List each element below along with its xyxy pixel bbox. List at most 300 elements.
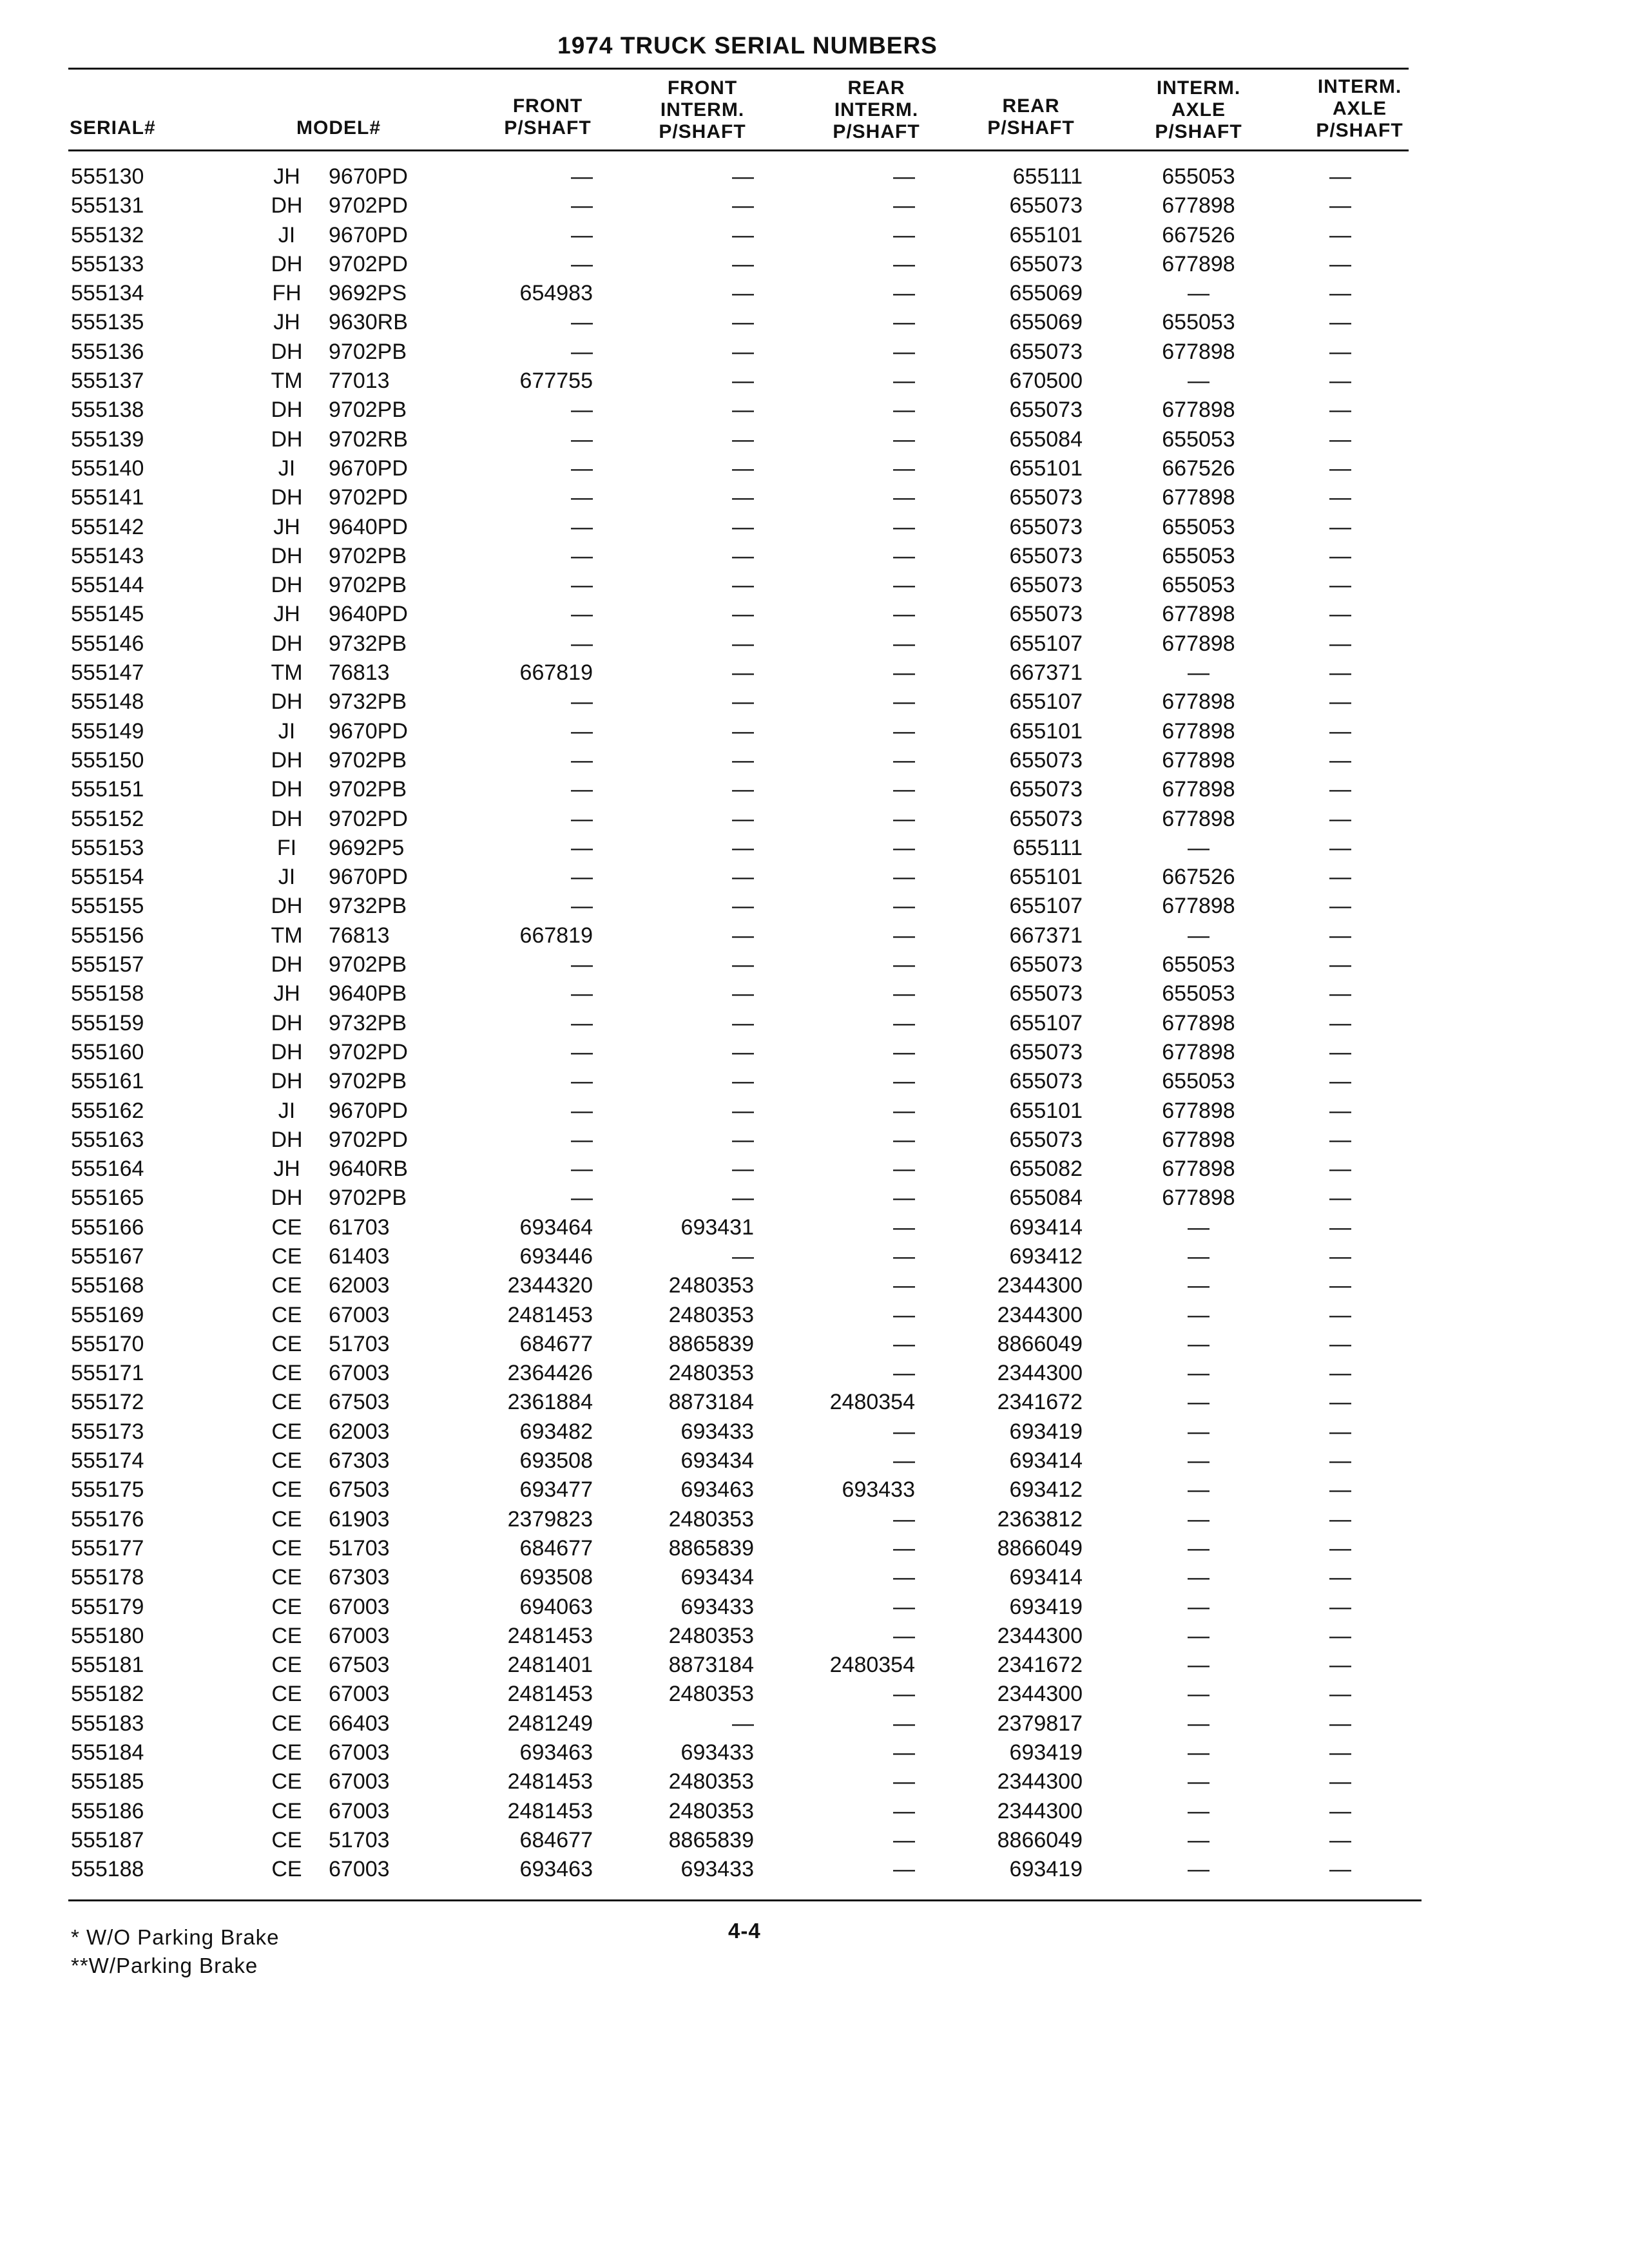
- front-interm-pshaft-cell: —: [732, 923, 754, 948]
- front-pshaft-cell: —: [571, 1157, 593, 1182]
- front-interm-pshaft-cell: 693433: [680, 1740, 754, 1765]
- model-number-cell: 9702PD: [329, 193, 408, 218]
- table-row: [0, 1009, 1629, 1038]
- rear-interm-pshaft-cell: —: [893, 1331, 915, 1356]
- model-code-cell: DH: [271, 806, 303, 831]
- interm-axle-pshaft-cell: 655053: [1162, 514, 1235, 539]
- footnote-with-brake: **W/Parking Brake: [71, 1954, 258, 1977]
- interm-axle-pshaft-2-cell: —: [1329, 543, 1351, 568]
- front-interm-pshaft-cell: 2480353: [668, 1273, 754, 1298]
- rear-pshaft-cell: 655069: [1009, 281, 1083, 306]
- model-number-cell: 9670PD: [329, 1098, 408, 1123]
- front-interm-pshaft-cell: —: [732, 398, 754, 423]
- serial-cell: 555143: [71, 543, 144, 568]
- interm-axle-pshaft-2-cell: —: [1329, 1623, 1351, 1648]
- table-row: [0, 687, 1629, 716]
- interm-axle-pshaft-cell: —: [1188, 1390, 1210, 1415]
- table-row: [0, 863, 1629, 892]
- interm-axle-pshaft-2-cell: —: [1329, 164, 1351, 189]
- interm-axle-pshaft-cell: 677898: [1162, 485, 1235, 510]
- interm-axle-pshaft-2-cell: —: [1329, 806, 1351, 831]
- table-row: [0, 1826, 1629, 1855]
- front-interm-pshaft-cell: 2480353: [668, 1769, 754, 1794]
- model-code-cell: CE: [271, 1623, 302, 1648]
- interm-axle-pshaft-2-cell: —: [1329, 1827, 1351, 1852]
- interm-axle-pshaft-cell: —: [1188, 1565, 1210, 1590]
- table-row: [0, 775, 1629, 804]
- model-number-cell: 9640PD: [329, 602, 408, 627]
- interm-axle-pshaft-cell: 677898: [1162, 1157, 1235, 1182]
- rear-interm-pshaft-cell: —: [893, 1010, 915, 1035]
- rear-interm-pshaft-cell: —: [893, 1594, 915, 1619]
- table-row: [0, 191, 1629, 220]
- front-pshaft-cell: —: [571, 573, 593, 598]
- page-title: 1974 TRUCK SERIAL NUMBERS: [557, 32, 938, 59]
- rear-pshaft-cell: 8866049: [997, 1535, 1083, 1561]
- rear-pshaft-cell: 693419: [1009, 1740, 1083, 1765]
- model-number-cell: 9640PD: [329, 514, 408, 539]
- rear-pshaft-cell: 693412: [1009, 1244, 1083, 1269]
- model-code-cell: TM: [271, 369, 303, 394]
- table-row: [0, 221, 1629, 250]
- front-interm-pshaft-cell: 693433: [680, 1857, 754, 1882]
- rear-pshaft-cell: 693414: [1009, 1215, 1083, 1240]
- serial-cell: 555171: [71, 1361, 144, 1386]
- model-number-cell: 67503: [329, 1390, 390, 1415]
- model-code-cell: DH: [271, 398, 303, 423]
- front-pshaft-cell: —: [571, 193, 593, 218]
- rear-interm-pshaft-cell: —: [893, 835, 915, 860]
- header-rear-pshaft: REAR P/SHAFT: [987, 95, 1075, 139]
- front-pshaft-cell: —: [571, 865, 593, 890]
- interm-axle-pshaft-2-cell: —: [1329, 1186, 1351, 1211]
- table-row: [0, 1855, 1629, 1884]
- model-number-cell: 9702PB: [329, 573, 407, 598]
- interm-axle-pshaft-cell: —: [1188, 281, 1210, 306]
- rear-pshaft-cell: 655073: [1009, 251, 1083, 276]
- front-interm-pshaft-cell: —: [732, 193, 754, 218]
- interm-axle-pshaft-cell: 677898: [1162, 398, 1235, 423]
- serial-cell: 555176: [71, 1506, 144, 1532]
- interm-axle-pshaft-2-cell: —: [1329, 310, 1351, 335]
- serial-cell: 555138: [71, 398, 144, 423]
- interm-axle-pshaft-2-cell: —: [1329, 1682, 1351, 1707]
- rear-interm-pshaft-cell: —: [893, 1127, 915, 1152]
- model-code-cell: JH: [273, 514, 300, 539]
- model-number-cell: 9702PD: [329, 251, 408, 276]
- interm-axle-pshaft-2-cell: —: [1329, 1127, 1351, 1152]
- model-number-cell: 9702PB: [329, 543, 407, 568]
- interm-axle-pshaft-cell: 677898: [1162, 777, 1235, 802]
- model-code-cell: DH: [271, 1127, 303, 1152]
- model-code-cell: DH: [271, 543, 303, 568]
- interm-axle-pshaft-2-cell: —: [1329, 1594, 1351, 1619]
- interm-axle-pshaft-cell: —: [1188, 835, 1210, 860]
- rear-interm-pshaft-cell: —: [893, 718, 915, 744]
- table-row: [0, 454, 1629, 483]
- serial-cell: 555158: [71, 981, 144, 1006]
- model-number-cell: 9702PB: [329, 1069, 407, 1094]
- interm-axle-pshaft-2-cell: —: [1329, 1215, 1351, 1240]
- model-number-cell: 9702PB: [329, 777, 407, 802]
- front-interm-pshaft-cell: —: [732, 573, 754, 598]
- front-pshaft-cell: 2481453: [507, 1682, 593, 1707]
- table-row: [0, 162, 1629, 191]
- serial-cell: 555170: [71, 1331, 144, 1356]
- rear-pshaft-cell: 667371: [1009, 923, 1083, 948]
- rear-pshaft-cell: 8866049: [997, 1827, 1083, 1852]
- front-pshaft-cell: —: [571, 1069, 593, 1094]
- front-pshaft-cell: —: [571, 485, 593, 510]
- rear-interm-pshaft-cell: —: [893, 251, 915, 276]
- model-code-cell: CE: [271, 1857, 302, 1882]
- interm-axle-pshaft-2-cell: —: [1329, 777, 1351, 802]
- front-pshaft-cell: —: [571, 894, 593, 919]
- rear-pshaft-cell: 655111: [1012, 835, 1083, 860]
- rear-pshaft-cell: 655073: [1009, 485, 1083, 510]
- model-number-cell: 9640RB: [329, 1157, 408, 1182]
- rear-pshaft-cell: 655073: [1009, 514, 1083, 539]
- rear-pshaft-cell: 655073: [1009, 747, 1083, 773]
- front-pshaft-cell: 684677: [519, 1827, 593, 1852]
- serial-cell: 555160: [71, 1039, 144, 1064]
- rear-interm-pshaft-cell: —: [893, 310, 915, 335]
- front-interm-pshaft-cell: 8865839: [668, 1535, 754, 1561]
- table-row: [0, 805, 1629, 834]
- rear-interm-pshaft-cell: —: [893, 1273, 915, 1298]
- table-row: [0, 1593, 1629, 1622]
- footnote-without-brake: * W/O Parking Brake: [71, 1925, 280, 1949]
- interm-axle-pshaft-cell: —: [1188, 1769, 1210, 1794]
- interm-axle-pshaft-2-cell: —: [1329, 660, 1351, 686]
- table-row: [0, 571, 1629, 600]
- model-code-cell: FI: [276, 835, 297, 860]
- front-pshaft-cell: 2481401: [507, 1653, 593, 1678]
- interm-axle-pshaft-2-cell: —: [1329, 427, 1351, 452]
- table-row: [0, 250, 1629, 279]
- interm-axle-pshaft-2-cell: —: [1329, 514, 1351, 539]
- serial-cell: 555169: [71, 1302, 144, 1327]
- table-row: [0, 600, 1629, 629]
- interm-axle-pshaft-2-cell: —: [1329, 1244, 1351, 1269]
- rear-pshaft-cell: 655073: [1009, 602, 1083, 627]
- front-interm-pshaft-cell: 2480353: [668, 1361, 754, 1386]
- interm-axle-pshaft-cell: —: [1188, 1535, 1210, 1561]
- serial-cell: 555148: [71, 689, 144, 715]
- serial-cell: 555188: [71, 1857, 144, 1882]
- front-interm-pshaft-cell: —: [732, 718, 754, 744]
- front-pshaft-cell: —: [571, 456, 593, 481]
- header-top-rule: [68, 68, 1409, 70]
- model-number-cell: 9670PD: [329, 164, 408, 189]
- front-interm-pshaft-cell: 693434: [680, 1565, 754, 1590]
- serial-cell: 555163: [71, 1127, 144, 1152]
- interm-axle-pshaft-2-cell: —: [1329, 747, 1351, 773]
- interm-axle-pshaft-cell: 667526: [1162, 456, 1235, 481]
- front-pshaft-cell: —: [571, 543, 593, 568]
- front-interm-pshaft-cell: —: [732, 164, 754, 189]
- front-pshaft-cell: —: [571, 1010, 593, 1035]
- front-interm-pshaft-cell: 8865839: [668, 1827, 754, 1852]
- table-row: [0, 1651, 1629, 1680]
- front-pshaft-cell: —: [571, 1039, 593, 1064]
- interm-axle-pshaft-2-cell: —: [1329, 369, 1351, 394]
- table-row: [0, 396, 1629, 425]
- interm-axle-pshaft-cell: 655053: [1162, 952, 1235, 977]
- interm-axle-pshaft-cell: 677898: [1162, 251, 1235, 276]
- table-row: [0, 1126, 1629, 1155]
- front-interm-pshaft-cell: —: [732, 894, 754, 919]
- front-pshaft-cell: —: [571, 251, 593, 276]
- rear-interm-pshaft-cell: 693433: [842, 1477, 915, 1503]
- table-row: [0, 1563, 1629, 1592]
- interm-axle-pshaft-cell: 677898: [1162, 339, 1235, 364]
- interm-axle-pshaft-2-cell: —: [1329, 1361, 1351, 1386]
- model-code-cell: DH: [271, 1010, 303, 1035]
- interm-axle-pshaft-2-cell: —: [1329, 573, 1351, 598]
- interm-axle-pshaft-cell: 677898: [1162, 602, 1235, 627]
- front-interm-pshaft-cell: —: [732, 514, 754, 539]
- rear-pshaft-cell: 693414: [1009, 1448, 1083, 1474]
- front-interm-pshaft-cell: —: [732, 485, 754, 510]
- model-code-cell: DH: [271, 1069, 303, 1094]
- model-code-cell: CE: [271, 1419, 302, 1444]
- interm-axle-pshaft-2-cell: —: [1329, 1010, 1351, 1035]
- front-pshaft-cell: 2344320: [507, 1273, 593, 1298]
- model-code-cell: DH: [271, 193, 303, 218]
- front-interm-pshaft-cell: —: [732, 1010, 754, 1035]
- interm-axle-pshaft-cell: —: [1188, 1215, 1210, 1240]
- interm-axle-pshaft-2-cell: —: [1329, 1565, 1351, 1590]
- interm-axle-pshaft-2-cell: —: [1329, 1740, 1351, 1765]
- front-pshaft-cell: 2361884: [507, 1390, 593, 1415]
- serial-cell: 555141: [71, 485, 144, 510]
- table-row: [0, 1505, 1629, 1534]
- interm-axle-pshaft-cell: —: [1188, 1711, 1210, 1736]
- table-row: [0, 483, 1629, 512]
- model-number-cell: 62003: [329, 1273, 390, 1298]
- model-code-cell: DH: [271, 1039, 303, 1064]
- model-number-cell: 61703: [329, 1215, 390, 1240]
- table-row: [0, 1155, 1629, 1184]
- serial-cell: 555174: [71, 1448, 144, 1474]
- model-code-cell: CE: [271, 1682, 302, 1707]
- rear-pshaft-cell: 655101: [1009, 718, 1083, 744]
- model-number-cell: 66403: [329, 1711, 390, 1736]
- rear-interm-pshaft-cell: —: [893, 398, 915, 423]
- rear-interm-pshaft-cell: —: [893, 1039, 915, 1064]
- model-number-cell: 67003: [329, 1769, 390, 1794]
- rear-interm-pshaft-cell: —: [893, 631, 915, 656]
- serial-cell: 555147: [71, 660, 144, 686]
- model-number-cell: 9732PB: [329, 631, 407, 656]
- rear-interm-pshaft-cell: —: [893, 660, 915, 686]
- front-interm-pshaft-cell: —: [732, 369, 754, 394]
- rear-interm-pshaft-cell: —: [893, 1215, 915, 1240]
- rear-pshaft-cell: 693412: [1009, 1477, 1083, 1503]
- front-pshaft-cell: 694063: [519, 1594, 593, 1619]
- front-interm-pshaft-cell: —: [732, 456, 754, 481]
- model-number-cell: 9702PB: [329, 952, 407, 977]
- interm-axle-pshaft-cell: —: [1188, 1273, 1210, 1298]
- interm-axle-pshaft-cell: 677898: [1162, 1127, 1235, 1152]
- front-interm-pshaft-cell: 693463: [680, 1477, 754, 1503]
- model-number-cell: 76813: [329, 923, 390, 948]
- model-number-cell: 67503: [329, 1653, 390, 1678]
- interm-axle-pshaft-cell: —: [1188, 1827, 1210, 1852]
- model-code-cell: DH: [271, 427, 303, 452]
- rear-pshaft-cell: 2344300: [997, 1273, 1083, 1298]
- table-row: [0, 513, 1629, 542]
- interm-axle-pshaft-cell: 677898: [1162, 1098, 1235, 1123]
- model-number-cell: 9702PD: [329, 806, 408, 831]
- front-pshaft-cell: —: [571, 1127, 593, 1152]
- model-number-cell: 67303: [329, 1448, 390, 1474]
- interm-axle-pshaft-cell: 655053: [1162, 164, 1235, 189]
- model-code-cell: DH: [271, 777, 303, 802]
- serial-cell: 555154: [71, 865, 144, 890]
- interm-axle-pshaft-2-cell: —: [1329, 1098, 1351, 1123]
- interm-axle-pshaft-cell: 667526: [1162, 865, 1235, 890]
- serial-cell: 555131: [71, 193, 144, 218]
- front-interm-pshaft-cell: —: [732, 777, 754, 802]
- front-pshaft-cell: —: [571, 1186, 593, 1211]
- model-code-cell: CE: [271, 1565, 302, 1590]
- interm-axle-pshaft-cell: 655053: [1162, 543, 1235, 568]
- front-interm-pshaft-cell: —: [732, 1186, 754, 1211]
- model-number-cell: 62003: [329, 1419, 390, 1444]
- interm-axle-pshaft-2-cell: —: [1329, 894, 1351, 919]
- model-code-cell: DH: [271, 339, 303, 364]
- front-pshaft-cell: 2481453: [507, 1623, 593, 1648]
- rear-interm-pshaft-cell: —: [893, 981, 915, 1006]
- interm-axle-pshaft-2-cell: —: [1329, 602, 1351, 627]
- model-number-cell: 9702PD: [329, 1039, 408, 1064]
- rear-interm-pshaft-cell: —: [893, 1827, 915, 1852]
- rear-pshaft-cell: 667371: [1009, 660, 1083, 686]
- interm-axle-pshaft-cell: —: [1188, 923, 1210, 948]
- interm-axle-pshaft-cell: —: [1188, 1477, 1210, 1503]
- interm-axle-pshaft-2-cell: —: [1329, 1506, 1351, 1532]
- model-number-cell: 9640PB: [329, 981, 407, 1006]
- front-interm-pshaft-cell: 8865839: [668, 1331, 754, 1356]
- model-number-cell: 9692PS: [329, 281, 407, 306]
- front-interm-pshaft-cell: 8873184: [668, 1653, 754, 1678]
- model-code-cell: JH: [273, 1157, 300, 1182]
- model-number-cell: 9670PD: [329, 865, 408, 890]
- rear-pshaft-cell: 655073: [1009, 952, 1083, 977]
- rear-pshaft-cell: 655073: [1009, 1069, 1083, 1094]
- model-number-cell: 77013: [329, 369, 390, 394]
- model-code-cell: DH: [271, 894, 303, 919]
- serial-cell: 555173: [71, 1419, 144, 1444]
- rear-interm-pshaft-cell: —: [893, 1419, 915, 1444]
- model-code-cell: JH: [273, 164, 300, 189]
- serial-cell: 555159: [71, 1010, 144, 1035]
- interm-axle-pshaft-cell: 655053: [1162, 427, 1235, 452]
- front-pshaft-cell: 684677: [519, 1535, 593, 1561]
- interm-axle-pshaft-cell: 655053: [1162, 1069, 1235, 1094]
- rear-pshaft-cell: 655084: [1009, 1186, 1083, 1211]
- table-row: [0, 1680, 1629, 1709]
- interm-axle-pshaft-2-cell: —: [1329, 1419, 1351, 1444]
- header-model: MODEL#: [296, 117, 381, 139]
- interm-axle-pshaft-cell: 677898: [1162, 1186, 1235, 1211]
- front-pshaft-cell: —: [571, 398, 593, 423]
- rear-interm-pshaft-cell: —: [893, 1069, 915, 1094]
- rear-pshaft-cell: 655073: [1009, 398, 1083, 423]
- interm-axle-pshaft-cell: 677898: [1162, 193, 1235, 218]
- rear-interm-pshaft-cell: —: [893, 1186, 915, 1211]
- serial-cell: 555180: [71, 1623, 144, 1648]
- table-row: [0, 717, 1629, 746]
- front-interm-pshaft-cell: 2480353: [668, 1798, 754, 1823]
- serial-cell: 555165: [71, 1186, 144, 1211]
- table-row: [0, 1184, 1629, 1213]
- rear-interm-pshaft-cell: —: [893, 1769, 915, 1794]
- front-interm-pshaft-cell: 693433: [680, 1419, 754, 1444]
- model-code-cell: CE: [271, 1535, 302, 1561]
- rear-interm-pshaft-cell: —: [893, 1448, 915, 1474]
- rear-pshaft-cell: 2341672: [997, 1390, 1083, 1415]
- serial-cell: 555167: [71, 1244, 144, 1269]
- serial-cell: 555164: [71, 1157, 144, 1182]
- rear-pshaft-cell: 2344300: [997, 1798, 1083, 1823]
- serial-cell: 555187: [71, 1827, 144, 1852]
- interm-axle-pshaft-cell: —: [1188, 1302, 1210, 1327]
- table-row: [0, 1767, 1629, 1796]
- table-row: [0, 1709, 1629, 1738]
- rear-pshaft-cell: 2363812: [997, 1506, 1083, 1532]
- front-interm-pshaft-cell: —: [732, 222, 754, 247]
- model-number-cell: 9702PB: [329, 398, 407, 423]
- front-pshaft-cell: 2364426: [507, 1361, 593, 1386]
- serial-cell: 555152: [71, 806, 144, 831]
- rear-pshaft-cell: 655101: [1009, 456, 1083, 481]
- rear-interm-pshaft-cell: —: [893, 689, 915, 715]
- front-pshaft-cell: —: [571, 747, 593, 773]
- serial-table-body: [0, 162, 1629, 1885]
- serial-cell: 555157: [71, 952, 144, 977]
- serial-cell: 555183: [71, 1711, 144, 1736]
- rear-pshaft-cell: 8866049: [997, 1331, 1083, 1356]
- interm-axle-pshaft-2-cell: —: [1329, 193, 1351, 218]
- front-pshaft-cell: —: [571, 835, 593, 860]
- model-number-cell: 61403: [329, 1244, 390, 1269]
- front-pshaft-cell: 2481453: [507, 1769, 593, 1794]
- table-row: [0, 1446, 1629, 1475]
- model-number-cell: 76813: [329, 660, 390, 686]
- front-interm-pshaft-cell: 2480353: [668, 1302, 754, 1327]
- front-pshaft-cell: 693463: [519, 1740, 593, 1765]
- front-interm-pshaft-cell: —: [732, 952, 754, 977]
- interm-axle-pshaft-cell: 667526: [1162, 222, 1235, 247]
- table-bottom-rule: [68, 1899, 1422, 1901]
- serial-cell: 555137: [71, 369, 144, 394]
- table-row: [0, 834, 1629, 863]
- front-interm-pshaft-cell: —: [732, 981, 754, 1006]
- front-pshaft-cell: —: [571, 718, 593, 744]
- header-interm-axle-pshaft-2: INTERM. AXLE P/SHAFT: [1316, 76, 1403, 141]
- model-code-cell: DH: [271, 485, 303, 510]
- rear-pshaft-cell: 655107: [1009, 689, 1083, 715]
- rear-pshaft-cell: 2344300: [997, 1361, 1083, 1386]
- serial-cell: 555136: [71, 339, 144, 364]
- interm-axle-pshaft-2-cell: —: [1329, 835, 1351, 860]
- table-row: [0, 338, 1629, 367]
- serial-cell: 555144: [71, 573, 144, 598]
- rear-interm-pshaft-cell: —: [893, 806, 915, 831]
